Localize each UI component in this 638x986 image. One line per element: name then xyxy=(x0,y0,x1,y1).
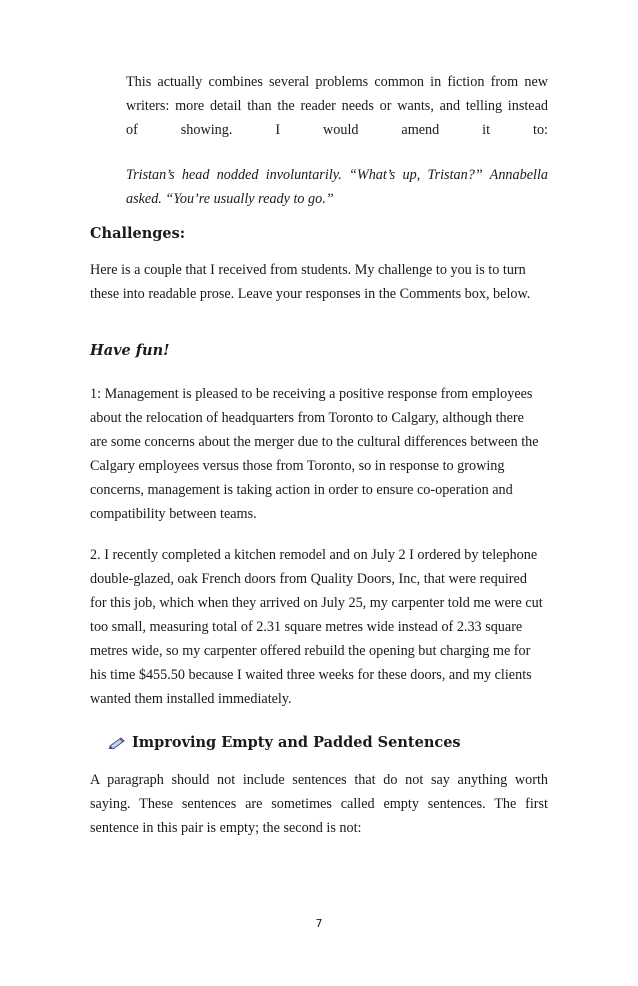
text-line: Tristan’s head nodded involuntarily. “What’s up, Tristan?” Annabella xyxy=(126,167,548,183)
text-line: wanted them installed immediately. xyxy=(90,691,292,707)
text-line: This actually combines several problems common in fiction from new xyxy=(126,74,548,90)
challenges-paragraph xyxy=(90,258,548,306)
text-line: double-glazed, oak French doors from Quality Doors, Inc, that were required xyxy=(90,571,527,587)
pencil-icon xyxy=(108,735,126,749)
text-line: concerns, management is taking action in order to ensure co-operation and xyxy=(90,482,513,498)
have-fun-heading: Have fun! xyxy=(90,342,170,359)
text-line: sentence in this pair is empty; the second is not: xyxy=(90,820,362,836)
text-line: of showing. I would amend it to: xyxy=(126,122,548,138)
text-line: metres wide, so my carpenter offered rebuild the opening but charging me for xyxy=(90,643,531,659)
text-line: these into readable prose. Leave your responses in the Comments box, below. xyxy=(90,286,531,302)
section-paragraph xyxy=(90,768,548,840)
text-line: A paragraph should not include sentences that do not say anything worth xyxy=(90,772,548,788)
text-line: asked. “You’re usually ready to go.” xyxy=(126,191,334,207)
text-line: writers: more detail than the reader needs or wants, and telling instead xyxy=(126,98,548,114)
text-line: 1: Management is pleased to be receiving a positive response from employees xyxy=(90,386,533,402)
text-line: his time $455.50 because I waited three weeks for these doors, and my clients xyxy=(90,667,532,683)
text-line: 2. I recently completed a kitchen remodel and on July 2 I ordered by telephone xyxy=(90,547,538,563)
text-line: for this job, which when they arrived on July 25, my carpenter told me were cut xyxy=(90,595,543,611)
text-line: compatibility between teams. xyxy=(90,506,257,522)
challenge-1-paragraph xyxy=(90,382,548,526)
text-line: Here is a couple that I received from students. My challenge to you is to turn xyxy=(90,262,526,278)
example-quote xyxy=(126,163,548,211)
text-line: saying. These sentences are sometimes called empty sentences. The first xyxy=(90,796,548,812)
text-line: too small, measuring total of 2.31 square metres wide instead of 2.33 square xyxy=(90,619,523,635)
text-line: Calgary employees versus those from Toronto, so in response to growing xyxy=(90,458,505,474)
challenges-heading: Challenges: xyxy=(90,225,186,242)
section-heading xyxy=(108,731,461,753)
challenge-2-paragraph xyxy=(90,543,548,711)
text-line: about the relocation of headquarters from Toronto to Calgary, although there xyxy=(90,410,524,426)
text-line: are some concerns about the merger due to the cultural differences between the xyxy=(90,434,539,450)
intro-paragraph xyxy=(126,70,548,142)
section-title: Improving Empty and Padded Sentences xyxy=(132,733,461,751)
page-number: 7 xyxy=(315,917,323,930)
